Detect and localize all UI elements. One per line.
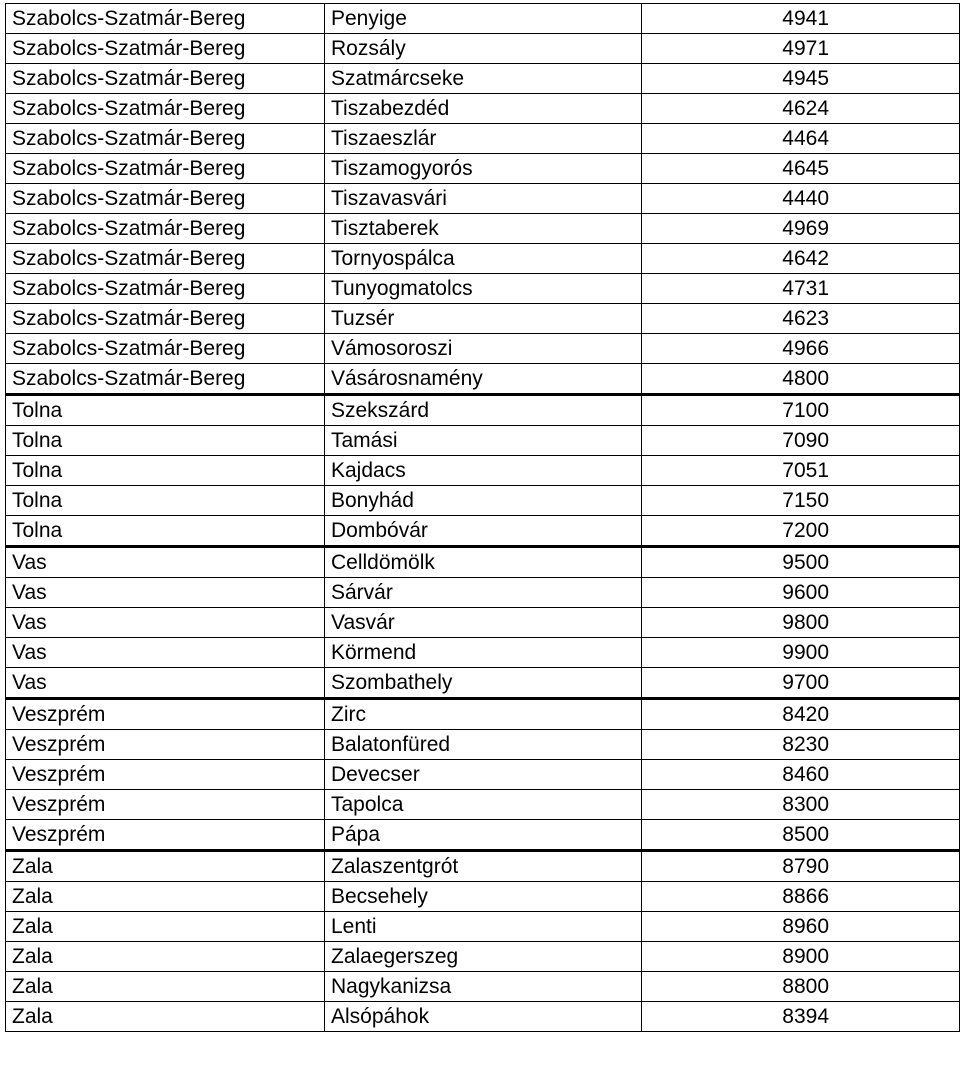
- county-cell: Zala: [6, 851, 325, 882]
- settlement-table-body: [6, 4, 960, 1032]
- zip-cell: 9500: [642, 547, 960, 578]
- county-cell: Veszprém: [6, 730, 325, 760]
- settlement-table: [5, 3, 960, 1032]
- county-cell: Vas: [6, 668, 325, 699]
- table-row: [6, 578, 960, 608]
- zip-cell: 8790: [642, 851, 960, 882]
- county-cell: Vas: [6, 608, 325, 638]
- table-row: [6, 608, 960, 638]
- town-cell: Kajdacs: [325, 456, 642, 486]
- town-cell: Becsehely: [325, 882, 642, 912]
- zip-cell: 8960: [642, 912, 960, 942]
- table-row: [6, 94, 960, 124]
- zip-cell: 4941: [642, 4, 960, 34]
- county-cell: Szabolcs-Szatmár-Bereg: [6, 214, 325, 244]
- county-cell: Veszprém: [6, 760, 325, 790]
- town-cell: Tamási: [325, 426, 642, 456]
- town-cell: Balatonfüred: [325, 730, 642, 760]
- zip-cell: 4945: [642, 64, 960, 94]
- town-cell: Zalaegerszeg: [325, 942, 642, 972]
- zip-cell: 4440: [642, 184, 960, 214]
- county-cell: Tolna: [6, 516, 325, 547]
- town-cell: Körmend: [325, 638, 642, 668]
- town-cell: Szatmárcseke: [325, 64, 642, 94]
- town-cell: Celldömölk: [325, 547, 642, 578]
- table-row: [6, 760, 960, 790]
- table-row: [6, 274, 960, 304]
- town-cell: Tiszavasvári: [325, 184, 642, 214]
- table-row: [6, 516, 960, 547]
- county-cell: Tolna: [6, 486, 325, 516]
- county-cell: Zala: [6, 972, 325, 1002]
- county-cell: Tolna: [6, 456, 325, 486]
- table-row: [6, 882, 960, 912]
- zip-cell: 8800: [642, 972, 960, 1002]
- zip-cell: 9700: [642, 668, 960, 699]
- town-cell: Rozsály: [325, 34, 642, 64]
- county-cell: Zala: [6, 942, 325, 972]
- town-cell: Szekszárd: [325, 395, 642, 426]
- zip-cell: 8300: [642, 790, 960, 820]
- county-cell: Szabolcs-Szatmár-Bereg: [6, 364, 325, 395]
- table-row: [6, 547, 960, 578]
- table-row: [6, 124, 960, 154]
- table-row: [6, 334, 960, 364]
- zip-cell: 4966: [642, 334, 960, 364]
- county-cell: Szabolcs-Szatmár-Bereg: [6, 64, 325, 94]
- table-row: [6, 304, 960, 334]
- county-cell: Veszprém: [6, 790, 325, 820]
- town-cell: Vasvár: [325, 608, 642, 638]
- table-row: [6, 942, 960, 972]
- county-cell: Szabolcs-Szatmár-Bereg: [6, 244, 325, 274]
- town-cell: Zirc: [325, 699, 642, 730]
- table-row: [6, 912, 960, 942]
- zip-cell: 7051: [642, 456, 960, 486]
- zip-cell: 9900: [642, 638, 960, 668]
- town-cell: Nagykanizsa: [325, 972, 642, 1002]
- zip-cell: 8230: [642, 730, 960, 760]
- town-cell: Tiszamogyorós: [325, 154, 642, 184]
- town-cell: Devecser: [325, 760, 642, 790]
- county-cell: Tolna: [6, 395, 325, 426]
- zip-cell: 7090: [642, 426, 960, 456]
- zip-cell: 4623: [642, 304, 960, 334]
- zip-cell: 7150: [642, 486, 960, 516]
- town-cell: Zalaszentgrót: [325, 851, 642, 882]
- table-row: [6, 214, 960, 244]
- town-cell: Lenti: [325, 912, 642, 942]
- county-cell: Szabolcs-Szatmár-Bereg: [6, 184, 325, 214]
- table-row: [6, 699, 960, 730]
- zip-cell: 7100: [642, 395, 960, 426]
- table-row: [6, 4, 960, 34]
- town-cell: Penyige: [325, 4, 642, 34]
- zip-cell: 9600: [642, 578, 960, 608]
- table-row: [6, 790, 960, 820]
- table-row: [6, 184, 960, 214]
- zip-cell: 8500: [642, 820, 960, 851]
- town-cell: Vásárosnamény: [325, 364, 642, 395]
- table-row: [6, 668, 960, 699]
- town-cell: Szombathely: [325, 668, 642, 699]
- table-row: [6, 851, 960, 882]
- county-cell: Szabolcs-Szatmár-Bereg: [6, 4, 325, 34]
- town-cell: Dombóvár: [325, 516, 642, 547]
- zip-cell: 4800: [642, 364, 960, 395]
- table-row: [6, 456, 960, 486]
- town-cell: Tapolca: [325, 790, 642, 820]
- county-cell: Szabolcs-Szatmár-Bereg: [6, 124, 325, 154]
- county-cell: Zala: [6, 882, 325, 912]
- zip-cell: 8900: [642, 942, 960, 972]
- county-cell: Veszprém: [6, 820, 325, 851]
- town-cell: Vámosoroszi: [325, 334, 642, 364]
- county-cell: Szabolcs-Szatmár-Bereg: [6, 334, 325, 364]
- zip-cell: 8460: [642, 760, 960, 790]
- table-row: [6, 34, 960, 64]
- county-cell: Vas: [6, 547, 325, 578]
- zip-cell: 7200: [642, 516, 960, 547]
- table-row: [6, 730, 960, 760]
- county-cell: Szabolcs-Szatmár-Bereg: [6, 154, 325, 184]
- table-row: [6, 426, 960, 456]
- zip-cell: 4642: [642, 244, 960, 274]
- zip-cell: 4645: [642, 154, 960, 184]
- county-cell: Vas: [6, 638, 325, 668]
- table-row: [6, 154, 960, 184]
- zip-cell: 8420: [642, 699, 960, 730]
- town-cell: Tiszabezdéd: [325, 94, 642, 124]
- zip-cell: 4969: [642, 214, 960, 244]
- town-cell: Pápa: [325, 820, 642, 851]
- town-cell: Tiszaeszlár: [325, 124, 642, 154]
- table-row: [6, 972, 960, 1002]
- town-cell: Sárvár: [325, 578, 642, 608]
- zip-cell: 8394: [642, 1002, 960, 1032]
- zip-cell: 9800: [642, 608, 960, 638]
- county-cell: Szabolcs-Szatmár-Bereg: [6, 304, 325, 334]
- county-cell: Vas: [6, 578, 325, 608]
- town-cell: Tunyogmatolcs: [325, 274, 642, 304]
- table-row: [6, 638, 960, 668]
- zip-cell: 4971: [642, 34, 960, 64]
- zip-cell: 4464: [642, 124, 960, 154]
- county-cell: Zala: [6, 912, 325, 942]
- county-cell: Szabolcs-Szatmár-Bereg: [6, 94, 325, 124]
- town-cell: Bonyhád: [325, 486, 642, 516]
- town-cell: Tuzsér: [325, 304, 642, 334]
- county-cell: Veszprém: [6, 699, 325, 730]
- table-row: [6, 64, 960, 94]
- town-cell: Tisztaberek: [325, 214, 642, 244]
- town-cell: Alsópáhok: [325, 1002, 642, 1032]
- county-cell: Tolna: [6, 426, 325, 456]
- table-row: [6, 244, 960, 274]
- town-cell: Tornyospálca: [325, 244, 642, 274]
- table-row: [6, 1002, 960, 1032]
- table-row: [6, 364, 960, 395]
- county-cell: Szabolcs-Szatmár-Bereg: [6, 274, 325, 304]
- zip-cell: 8866: [642, 882, 960, 912]
- table-row: [6, 486, 960, 516]
- zip-cell: 4731: [642, 274, 960, 304]
- county-cell: Zala: [6, 1002, 325, 1032]
- table-row: [6, 395, 960, 426]
- zip-cell: 4624: [642, 94, 960, 124]
- county-cell: Szabolcs-Szatmár-Bereg: [6, 34, 325, 64]
- table-row: [6, 820, 960, 851]
